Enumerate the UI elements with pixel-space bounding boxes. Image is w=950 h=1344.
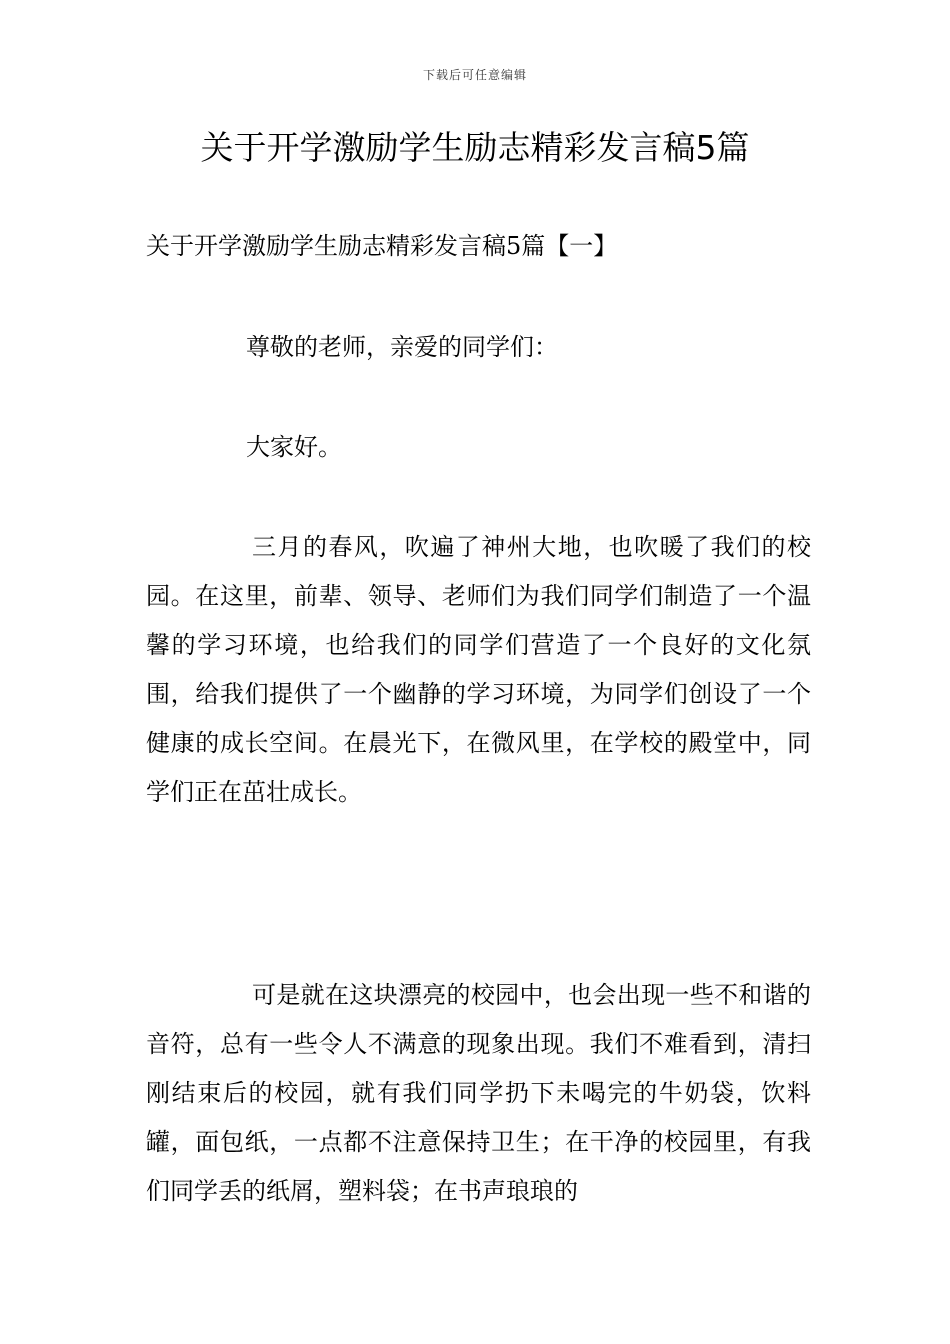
document-title: 关于开学激励学生励志精彩发言稿5篇 [200,128,750,167]
paragraph-2: 可是就在这块漂亮的校园中，也会出现一些不和谐的音符，总有一些令人不满意的现象出现。我们不难看到，清扫刚结束后的校园，就有我们同学扔下未喝完的牛奶袋，饮料罐，面包纸，一点都不注意保持卫生；在干净的校园里，有我们同学丢的纸屑，塑料袋；在书声琅琅的 [146,981,811,1205]
paragraph-1: 三月的春风，吹遍了神州大地，也吹暖了我们的校园。在这里，前辈、领导、老师们为我们同学们制造了一个温馨的学习环境，也给我们的同学们营造了一个良好的文化氛围，给我们提供了一个幽静的学习环境，为同学们创设了一个健康的成长空间。在晨光下，在微风里，在学校的殿堂中，同学们正在茁壮成长。 [146,533,811,806]
header-note: 下载后可任意编辑 [422,68,527,82]
greeting: 大家好。 [246,433,342,461]
salutation: 尊敬的老师，亲爱的同学们： [246,333,558,361]
section-title: 关于开学激励学生励志精彩发言稿5篇【一】 [146,232,618,260]
